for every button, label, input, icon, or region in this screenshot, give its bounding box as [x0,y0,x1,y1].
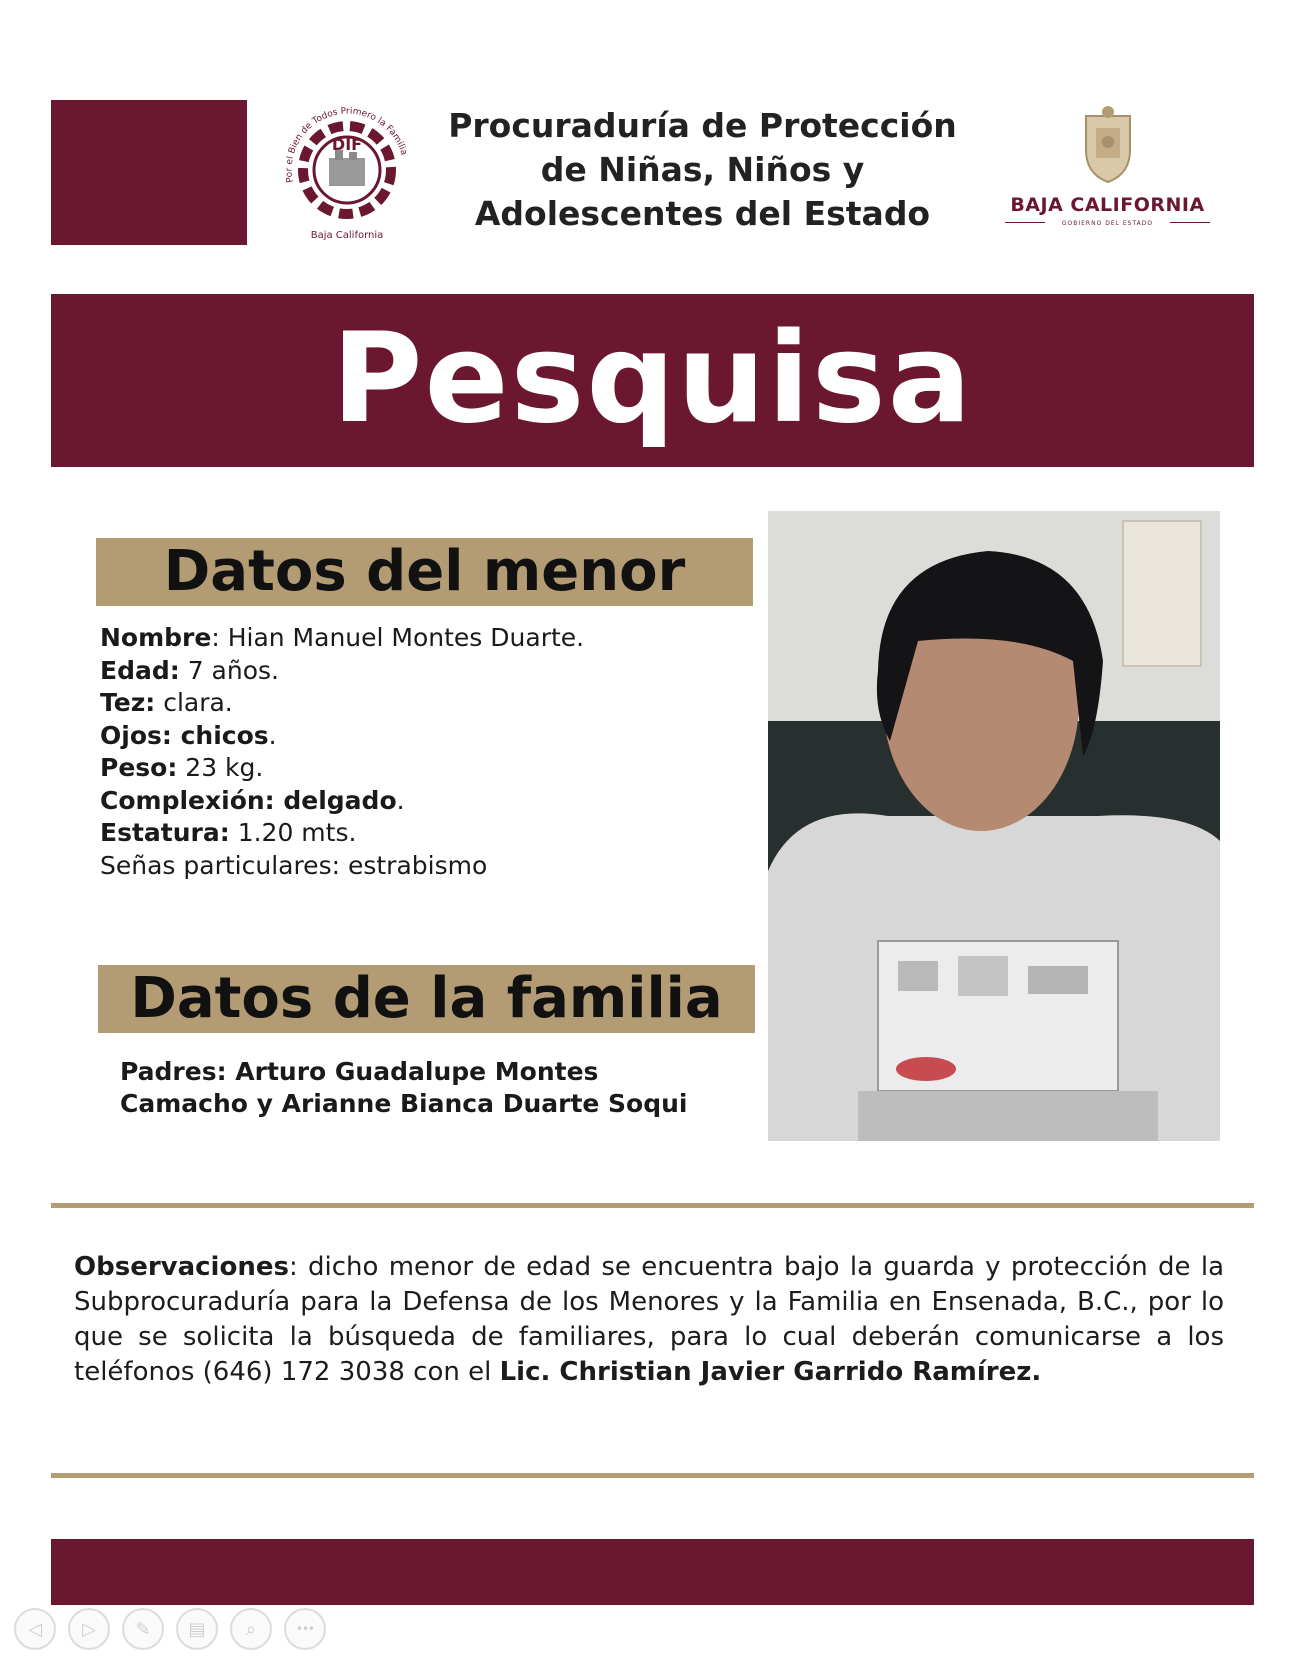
field-label: Tez: [100,688,156,717]
field-row [100,752,710,785]
arrow-right-icon: ▷ [82,1618,96,1640]
minor-details [100,622,710,882]
field-value: Hian Manuel Montes Duarte. [227,623,585,652]
field-separator [155,688,163,717]
zoom-button[interactable] [230,1608,272,1650]
state-name: BAJA CALIFORNIA [1010,194,1205,216]
field-row [100,785,710,818]
observations-text: : dicho menor de edad se encuentra bajo la guarda y protección de la Subprocuraduría para la Defensa de los Menores y la Familia en Ensenada, B.C., por lo que se solicita la búsqueda de familiares, para lo cual deberán comunicarse a los teléfonos (646) 172 3038 con el [74,1252,1224,1387]
magnifier-icon: ⌕ [245,1618,257,1640]
header-color-block [51,100,247,245]
state-subtitle: GOBIERNO DEL ESTADO [1061,220,1154,227]
observations-contact: Lic. Christian Javier Garrido Ramírez. [499,1357,1042,1387]
previous-slide-button[interactable] [14,1608,56,1650]
field-row [100,622,710,655]
parents-info [120,1056,720,1120]
observations-label: Observaciones [74,1252,289,1282]
field-label: Estatura: [100,818,230,847]
pesquisa-banner: Pesquisa [51,294,1254,467]
field-row [100,817,710,850]
field-row [100,720,710,753]
more-options-button[interactable] [284,1608,326,1650]
field-label: Ojos: chicos [100,720,269,750]
more-icon: ••• [295,1622,315,1636]
field-row [100,687,710,720]
pen-button[interactable] [122,1608,164,1650]
field-label: Nombre [100,623,212,652]
field-value: . [396,785,405,815]
observations [74,1250,1224,1390]
field-value: clara. [163,688,233,717]
field-separator: : [211,623,228,652]
section-heading-menor: Datos del menor [96,538,753,606]
parents-line-1: Padres: Arturo Guadalupe Montes [120,1057,599,1086]
field-separator [180,656,188,685]
pen-icon: ✎ [135,1618,151,1640]
agency-title [430,104,975,236]
slides-overview-button[interactable] [176,1608,218,1650]
state-shield-icon [1078,104,1138,184]
divider-top [51,1203,1254,1208]
field-value: 23 kg. [185,753,264,782]
agency-title-line-1: Procuraduría de Protección [448,106,957,145]
field-label: Complexión: delgado [100,785,397,815]
dif-logo-icon [275,98,420,243]
agency-title-line-3: Adolescentes del Estado [474,194,931,233]
field-value: 7 años. [187,655,279,685]
field-label: Edad: [100,655,180,685]
field-row [100,655,710,688]
next-slide-button[interactable] [68,1608,110,1650]
field-value: . [268,720,277,750]
slides-icon: ▤ [188,1618,206,1640]
dif-logo-center-text: DIF [331,135,363,154]
presentation-nav [14,1608,326,1654]
field-label: Peso: [100,753,178,782]
dif-logo-ring-text: Por el Bien de Todos Primero la Familia [284,106,409,184]
field-row [100,850,710,883]
state-logo [1000,104,1215,234]
divider-bottom [51,1473,1254,1478]
footer-bar [51,1539,1254,1605]
field-value: Señas particulares: estrabismo [100,850,488,880]
dif-logo-bottom-text: Baja California [310,230,384,241]
agency-title-line-2: de Niñas, Niños y [540,150,865,189]
parents-line-2: Camacho y Arianne Bianca Duarte Soqui [120,1089,688,1118]
child-photo [768,511,1220,1141]
field-separator [230,818,238,847]
section-heading-familia: Datos de la familia [98,965,755,1033]
arrow-left-icon: ◁ [28,1618,42,1640]
field-value: 1.20 mts. [237,818,357,847]
